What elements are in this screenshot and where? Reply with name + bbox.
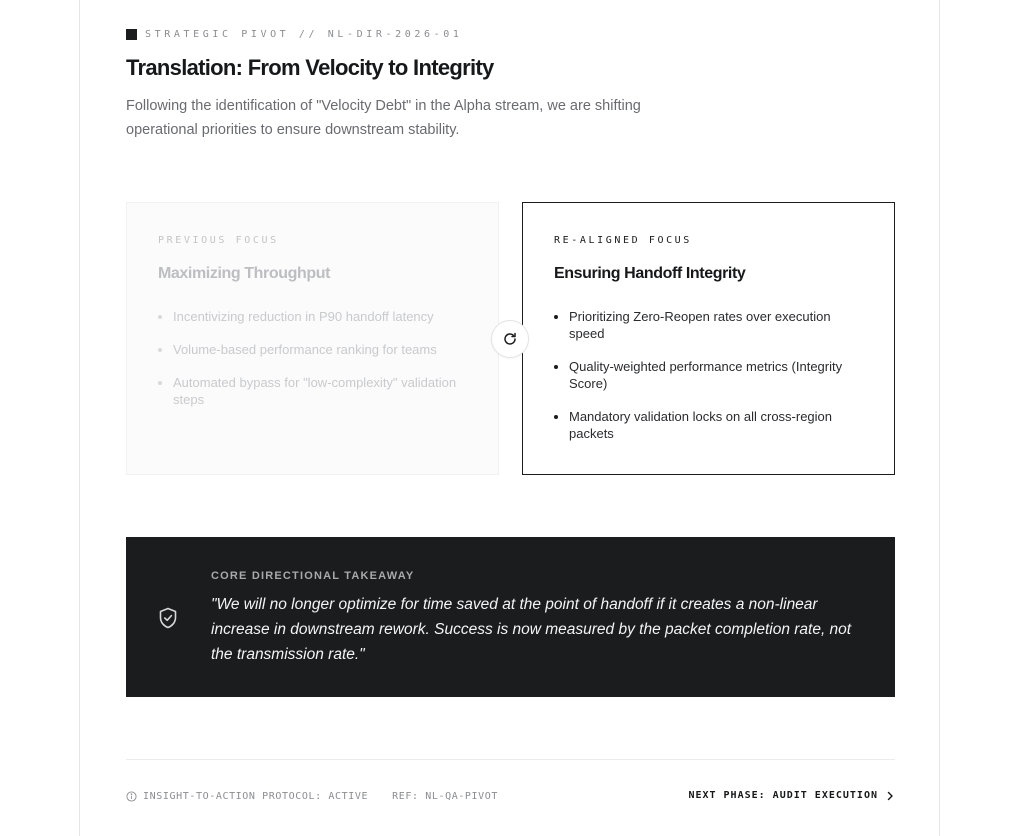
page-title: Translation: From Velocity to Integrity	[126, 55, 494, 80]
footer-divider	[126, 759, 895, 760]
next-phase-link[interactable]	[688, 790, 894, 801]
previous-focus-heading: Maximizing Throughput	[158, 265, 331, 282]
core-takeaway-panel	[126, 537, 895, 697]
realigned-focus-label: RE-ALIGNED FOCUS	[554, 235, 692, 246]
eyebrow-text: STRATEGIC PIVOT // NL-DIR-2026-01	[145, 28, 463, 40]
swap-focus-button[interactable]	[491, 320, 529, 358]
list-item: Quality-weighted performance metrics (Integrity Score)	[554, 358, 863, 392]
list-item: Incentivizing reduction in P90 handoff latency	[158, 308, 467, 325]
protocol-status-text: INSIGHT-TO-ACTION PROTOCOL: ACTIVE	[143, 791, 369, 802]
refresh-icon	[502, 331, 518, 347]
realigned-focus-list	[554, 308, 863, 442]
realigned-focus-heading: Ensuring Handoff Integrity	[554, 265, 746, 282]
list-item: Volume-based performance ranking for teams	[158, 341, 467, 358]
previous-focus-list	[158, 308, 467, 408]
takeaway-label: CORE DIRECTIONAL TAKEAWAY	[211, 570, 415, 582]
intro-paragraph: Following the identification of "Velocity Debt" in the Alpha stream, we are shifting operational priorities to ensure downstream stability.	[126, 98, 641, 138]
info-icon	[126, 791, 137, 802]
list-item: Prioritizing Zero-Reopen rates over execution speed	[554, 308, 863, 342]
reference-code: REF: NL-QA-PIVOT	[392, 791, 499, 802]
realigned-focus-card	[522, 202, 895, 475]
previous-focus-card	[126, 202, 499, 475]
square-marker-icon	[126, 29, 137, 40]
previous-focus-label: PREVIOUS FOCUS	[158, 235, 279, 246]
shield-check-icon	[158, 607, 178, 629]
chevron-right-icon	[887, 791, 894, 801]
list-item: Automated bypass for "low-complexity" validation steps	[158, 374, 467, 408]
takeaway-quote: "We will no longer optimize for time saved at the point of handoff if it creates a non-linear increase in downstream rework. Success is now measured by the packet completion rate, not the transmission rate."	[211, 596, 852, 663]
footer-status	[126, 791, 498, 802]
list-item: Mandatory validation locks on all cross-region packets	[554, 408, 863, 442]
next-phase-label: NEXT PHASE: AUDIT EXECUTION	[688, 790, 878, 801]
section-eyebrow	[126, 28, 462, 40]
